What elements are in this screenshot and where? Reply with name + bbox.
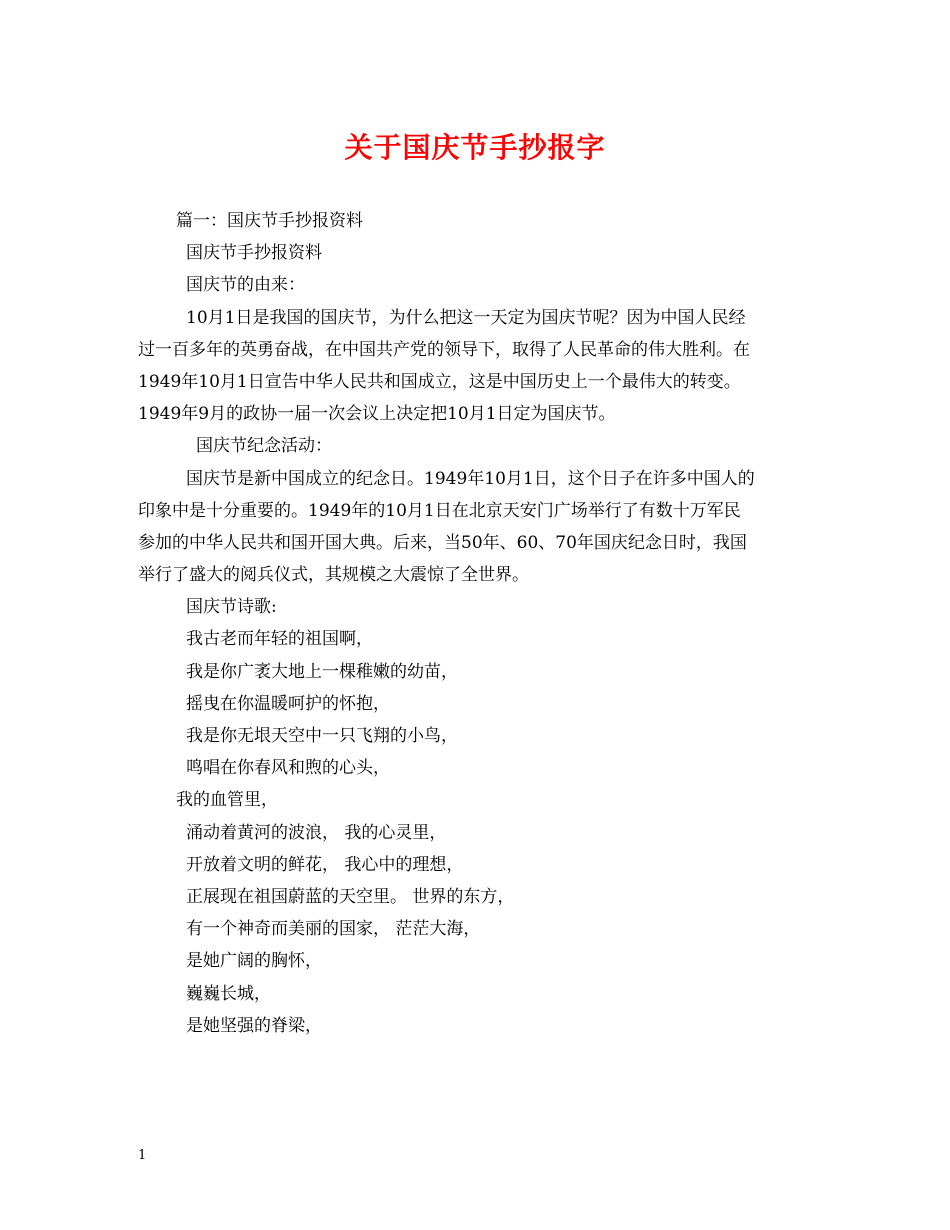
poem-line: 是她坚强的脊梁，	[186, 1015, 322, 1036]
poem-line: 巍巍长城，	[186, 983, 271, 1004]
poem-line: 开放着文明的鲜花， 我心中的理想，	[186, 854, 464, 875]
paragraph-line: 国庆节是新中国成立的纪念日。1949年10月1日，这个日子在许多中国人的	[186, 468, 755, 489]
poem-line: 我古老而年轻的祖国啊，	[186, 629, 373, 650]
subheading: 国庆节诗歌:	[186, 597, 277, 618]
paragraph-line: 1949年10月1日宣告中华人民共和国成立，这是中国历史上一个最伟大的转变。	[138, 371, 741, 392]
section-heading: 篇一：国庆节手抄报资料	[176, 211, 363, 231]
poem-line: 我是你广袤大地上一棵稚嫩的幼苗，	[186, 661, 458, 682]
poem-line: 有一个神奇而美丽的国家， 茫茫大海，	[186, 919, 481, 940]
paragraph-line: 过一百多年的英勇奋战，在中国共产党的领导下，取得了人民革命的伟大胜利。在	[138, 339, 750, 360]
poem-line: 是她广阔的胸怀，	[186, 951, 322, 972]
poem-line: 摇曳在你温暖呵护的怀抱，	[186, 693, 390, 714]
paragraph-line: 10月1日是我国的国庆节，为什么把这一天定为国庆节呢？因为中国人民经	[186, 307, 746, 328]
poem-line: 正展现在祖国蔚蓝的天空里。 世界的东方，	[186, 886, 515, 907]
paragraph-line: 举行了盛大的阅兵仪式，其规模之大震惊了全世界。	[138, 565, 529, 586]
subheading: 国庆节的由来：	[186, 275, 305, 296]
paragraph-line: 印象中是十分重要的。1949年的10月1日在北京天安门广场举行了有数十万军民	[138, 500, 741, 521]
subheading: 国庆节纪念活动：	[196, 436, 332, 457]
document-body	[138, 205, 818, 1042]
paragraph-line: 1949年9月的政协一届一次会议上决定把10月1日定为国庆节。	[138, 404, 616, 425]
paragraph-line: 参加的中华人民共和国开国大典。后来，当50年、60、70年国庆纪念日时，我国	[138, 532, 747, 553]
poem-line: 我是你无垠天空中一只飞翔的小鸟，	[186, 726, 458, 746]
poem-line: 涌动着黄河的波浪， 我的心灵里，	[186, 822, 447, 843]
poem-line: 我的血管里，	[176, 790, 278, 811]
page-number: 1	[138, 1148, 147, 1163]
subheading: 国庆节手抄报资料	[186, 243, 322, 264]
document-title: 关于国庆节手抄报字	[344, 131, 606, 164]
poem-line: 鸣唱在你春风和煦的心头，	[186, 758, 390, 779]
